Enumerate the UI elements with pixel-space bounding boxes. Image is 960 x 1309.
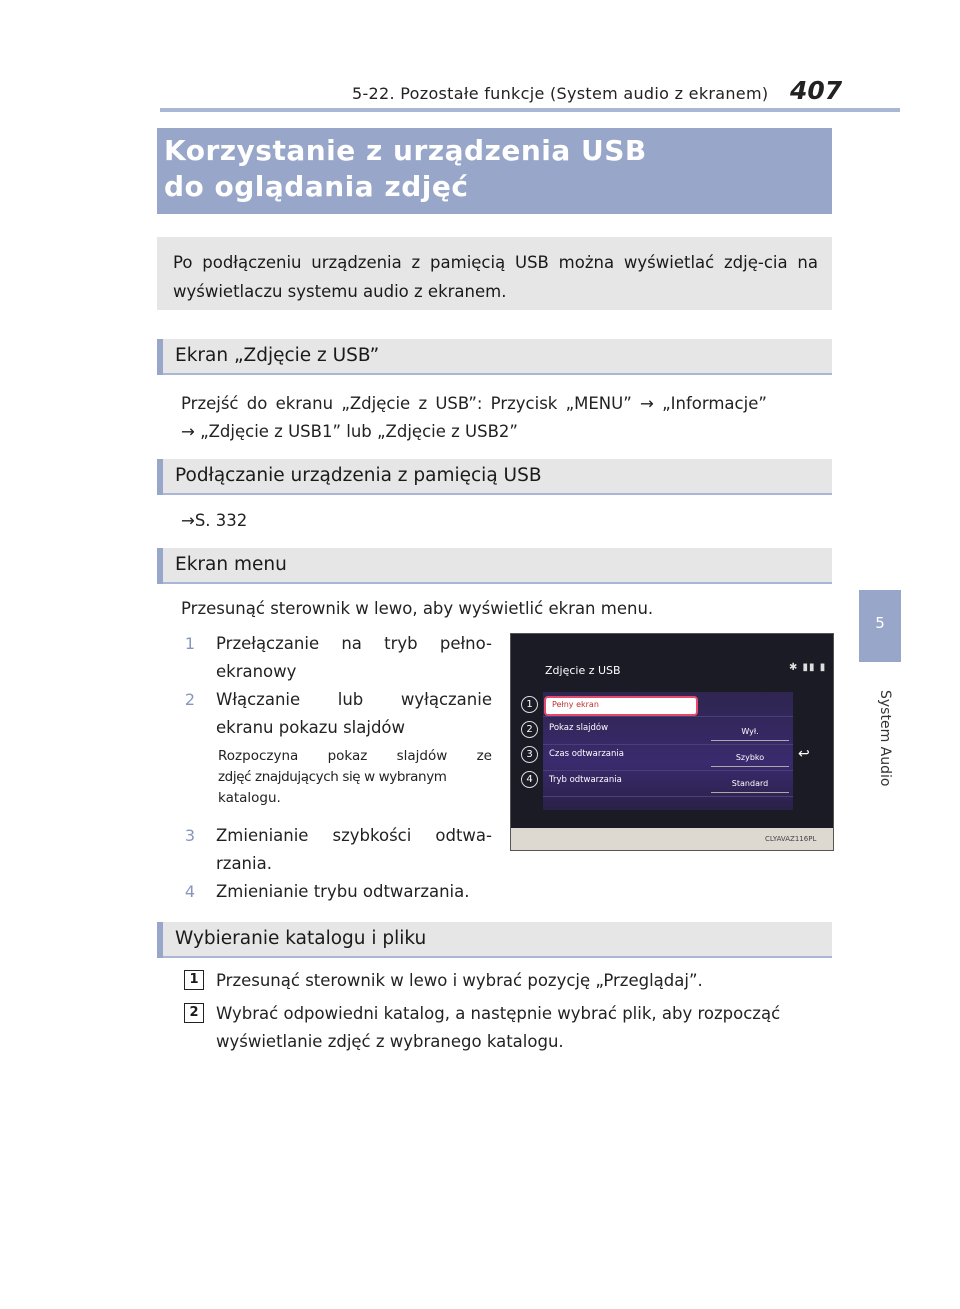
instruction-line1: Przejść do ekranu „Zdjęcie z USB”: Przycisk „MENU” → „Informacje”	[181, 394, 767, 413]
screen-row-value: Standard	[711, 776, 789, 793]
running-header-title: 5-22. Pozostałe funkcje (System audio z ekranem)	[352, 84, 769, 103]
item-line1: Przełączanie na tryb pełno-	[216, 634, 492, 653]
status-icons: ✱ ▮▮ ▮	[789, 662, 827, 673]
section-heading-text: Ekran menu	[175, 554, 287, 575]
step-line1: Wybrać odpowiedni katalog, a następnie wybrać plik, aby rozpocząć	[216, 1004, 781, 1023]
screen-row-playback-mode	[543, 770, 793, 797]
callout-number: 1	[521, 696, 538, 713]
menu-intro: Przesunąć sterownik w lewo, aby wyświetlić ekran menu.	[181, 599, 654, 618]
item-number: 3	[184, 826, 196, 845]
item-line1: Włączanie lub wyłączanie	[216, 690, 492, 709]
screen-row-playback-speed	[543, 744, 793, 771]
item-number: 2	[184, 690, 196, 709]
screen-row-label: Pełny ekran	[552, 700, 599, 709]
item-line1: Zmienianie szybkości odtwa-	[216, 826, 492, 845]
screen-row-value: Wył.	[711, 724, 789, 741]
main-title	[164, 133, 647, 205]
usb-photo-instructions	[181, 390, 833, 446]
section-heading-text: Wybieranie katalogu i pliku	[175, 928, 427, 949]
note-line3: katalogu.	[218, 790, 281, 806]
back-arrow-icon: ↩	[798, 746, 810, 762]
screen-selection-highlight	[544, 696, 698, 716]
step-2	[216, 1000, 836, 1056]
instruction-line2: → „Zdjęcie z USB1” lub „Zdjęcie z USB2”	[181, 422, 518, 441]
callout-number: 3	[521, 746, 538, 763]
screen-row-slideshow	[543, 718, 793, 745]
screen-title: Zdjęcie z USB	[545, 664, 621, 677]
screen-row-label: Tryb odtwarzania	[549, 775, 622, 785]
note-line2: zdjęć znajdujących się w wybranym	[218, 769, 447, 785]
screen-illustration	[510, 633, 834, 851]
item-line2: ekranowy	[216, 662, 297, 681]
page-number: 407	[790, 76, 843, 105]
callout-number: 4	[521, 771, 538, 788]
header-rule	[160, 108, 900, 112]
main-title-line2: do oglądania zdjęć	[164, 170, 469, 203]
menu-item-1	[216, 630, 492, 686]
slideshow-note	[218, 746, 492, 809]
section-heading-text: Ekran „Zdjęcie z USB”	[175, 345, 380, 366]
callout-number: 2	[521, 721, 538, 738]
image-code: CLYAVAZ116PL	[765, 835, 817, 843]
item-number: 1	[184, 634, 196, 653]
menu-item-4: Zmienianie trybu odtwarzania.	[216, 882, 470, 901]
screen-row-label: Czas odtwarzania	[549, 749, 624, 759]
item-line2: rzania.	[216, 854, 272, 873]
section-heading-selecting	[157, 922, 832, 958]
step-line2: wyświetlanie zdjęć z wybranego katalogu.	[216, 1032, 564, 1051]
screen-row-label: Pokaz slajdów	[549, 723, 609, 733]
intro-text: Po podłączeniu urządzenia z pamięcią USB można wyświetlać zdję-cia na wyświetlaczu systemu audio z ekranem.	[173, 253, 818, 301]
section-heading-text: Podłączanie urządzenia z pamięcią USB	[175, 465, 542, 486]
menu-item-2	[216, 686, 492, 742]
screen-row-value: Szybko	[711, 750, 789, 767]
item-number: 4	[184, 882, 196, 901]
note-line1: Rozpoczyna pokaz slajdów ze	[218, 748, 492, 764]
section-heading-usb-photo-screen	[157, 339, 832, 375]
page-reference: →S. 332	[181, 511, 248, 530]
section-heading-menu-screen	[157, 548, 832, 584]
chapter-number: 5	[875, 614, 885, 632]
chapter-label: System Audio	[877, 690, 893, 787]
step-number: 2	[184, 1003, 204, 1023]
step-number: 1	[184, 970, 204, 990]
menu-item-3	[216, 822, 492, 878]
item-line2: ekranu pokazu slajdów	[216, 718, 406, 737]
section-heading-connecting	[157, 459, 832, 495]
step-1: Przesunąć sterownik w lewo i wybrać pozycję „Przeglądaj”.	[216, 971, 703, 990]
main-title-line1: Korzystanie z urządzenia USB	[164, 134, 647, 167]
